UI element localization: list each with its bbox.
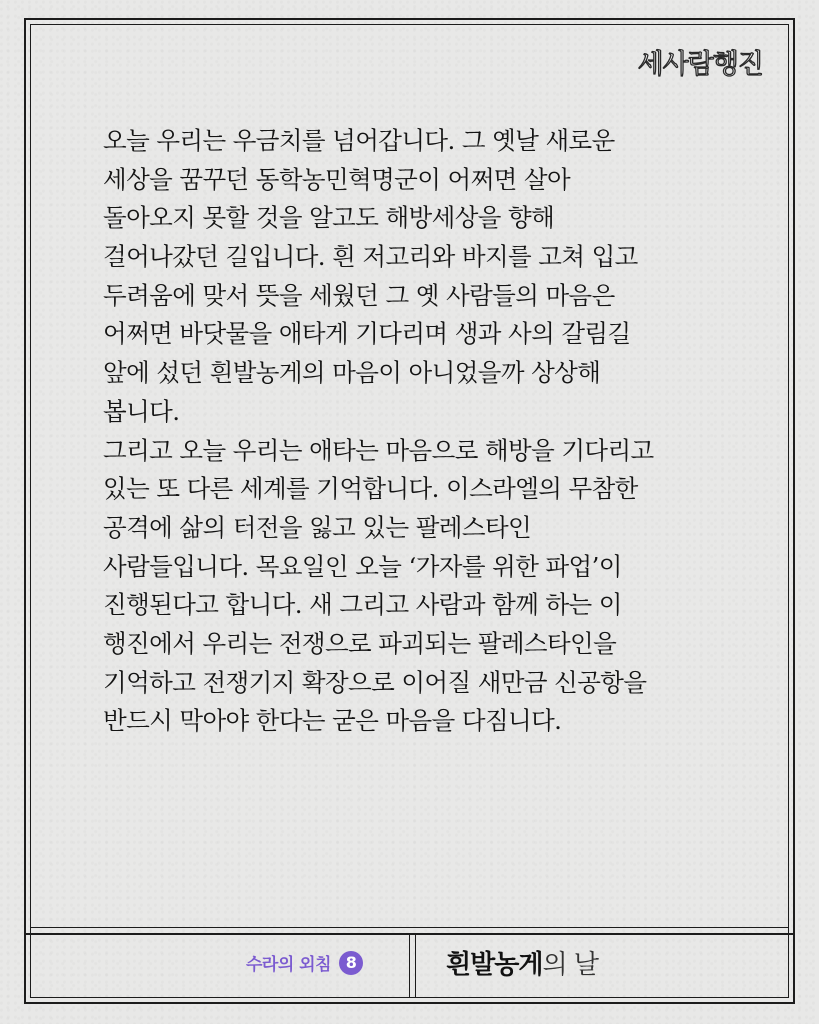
footer-title (446, 944, 598, 981)
series-label (246, 950, 363, 975)
footer-title-rest: 의 날 (542, 950, 598, 980)
body-line: 기억하고 전쟁기지 확장으로 이어질 새만금 신공항을 (103, 667, 647, 697)
body-line: 돌아오지 못할 것을 알고도 해방세상을 향해 (103, 203, 555, 233)
series-number-badge: 8 (339, 951, 363, 975)
body-line: 있는 또 다른 세계를 기억합니다. 이스라엘의 무참한 (103, 474, 638, 504)
body-line: 봅니다. (103, 396, 180, 426)
body-line: 걸어나갔던 길입니다. 흰 저고리와 바지를 고쳐 입고 (103, 242, 638, 272)
body-line: 사람들입니다. 목요일인 오늘 ‘가자를 위한 파업’이 (103, 551, 622, 581)
body-text (103, 122, 743, 741)
body-line: 어쩌면 바닷물을 애타게 기다리며 생과 사의 갈림길 (103, 319, 631, 349)
body-line: 진행된다고 합니다. 새 그리고 사람과 함께 하는 이 (103, 590, 622, 620)
footer-divider-line (30, 927, 789, 928)
body-line: 공격에 삶의 터전을 잃고 있는 팔레스타인 (103, 512, 532, 542)
body-line: 그리고 오늘 우리는 애타는 마음으로 해방을 기다리고 (103, 435, 654, 465)
footer-title-bold: 흰발농게 (446, 950, 543, 980)
body-line: 앞에 섰던 흰발농게의 마음이 아니었을까 상상해 (103, 358, 601, 388)
body-line: 행진에서 우리는 전쟁으로 파괴되는 팔레스타인을 (103, 628, 617, 658)
body-line: 두려움에 맞서 뜻을 세웠던 그 옛 사람들의 마음은 (103, 280, 615, 310)
logo: 세사람행진 (637, 49, 763, 80)
footer-vertical-divider (409, 935, 410, 998)
body-line: 세상을 꿈꾸던 동학농민혁명군이 어쩌면 살아 (103, 164, 571, 194)
series-name: 수라의 외침 (246, 955, 332, 975)
footer-vertical-divider-outer (415, 935, 416, 998)
body-line: 오늘 우리는 우금치를 넘어갑니다. 그 옛날 새로운 (103, 126, 615, 155)
body-line: 반드시 막아야 한다는 굳은 마음을 다짐니다. (103, 706, 562, 736)
